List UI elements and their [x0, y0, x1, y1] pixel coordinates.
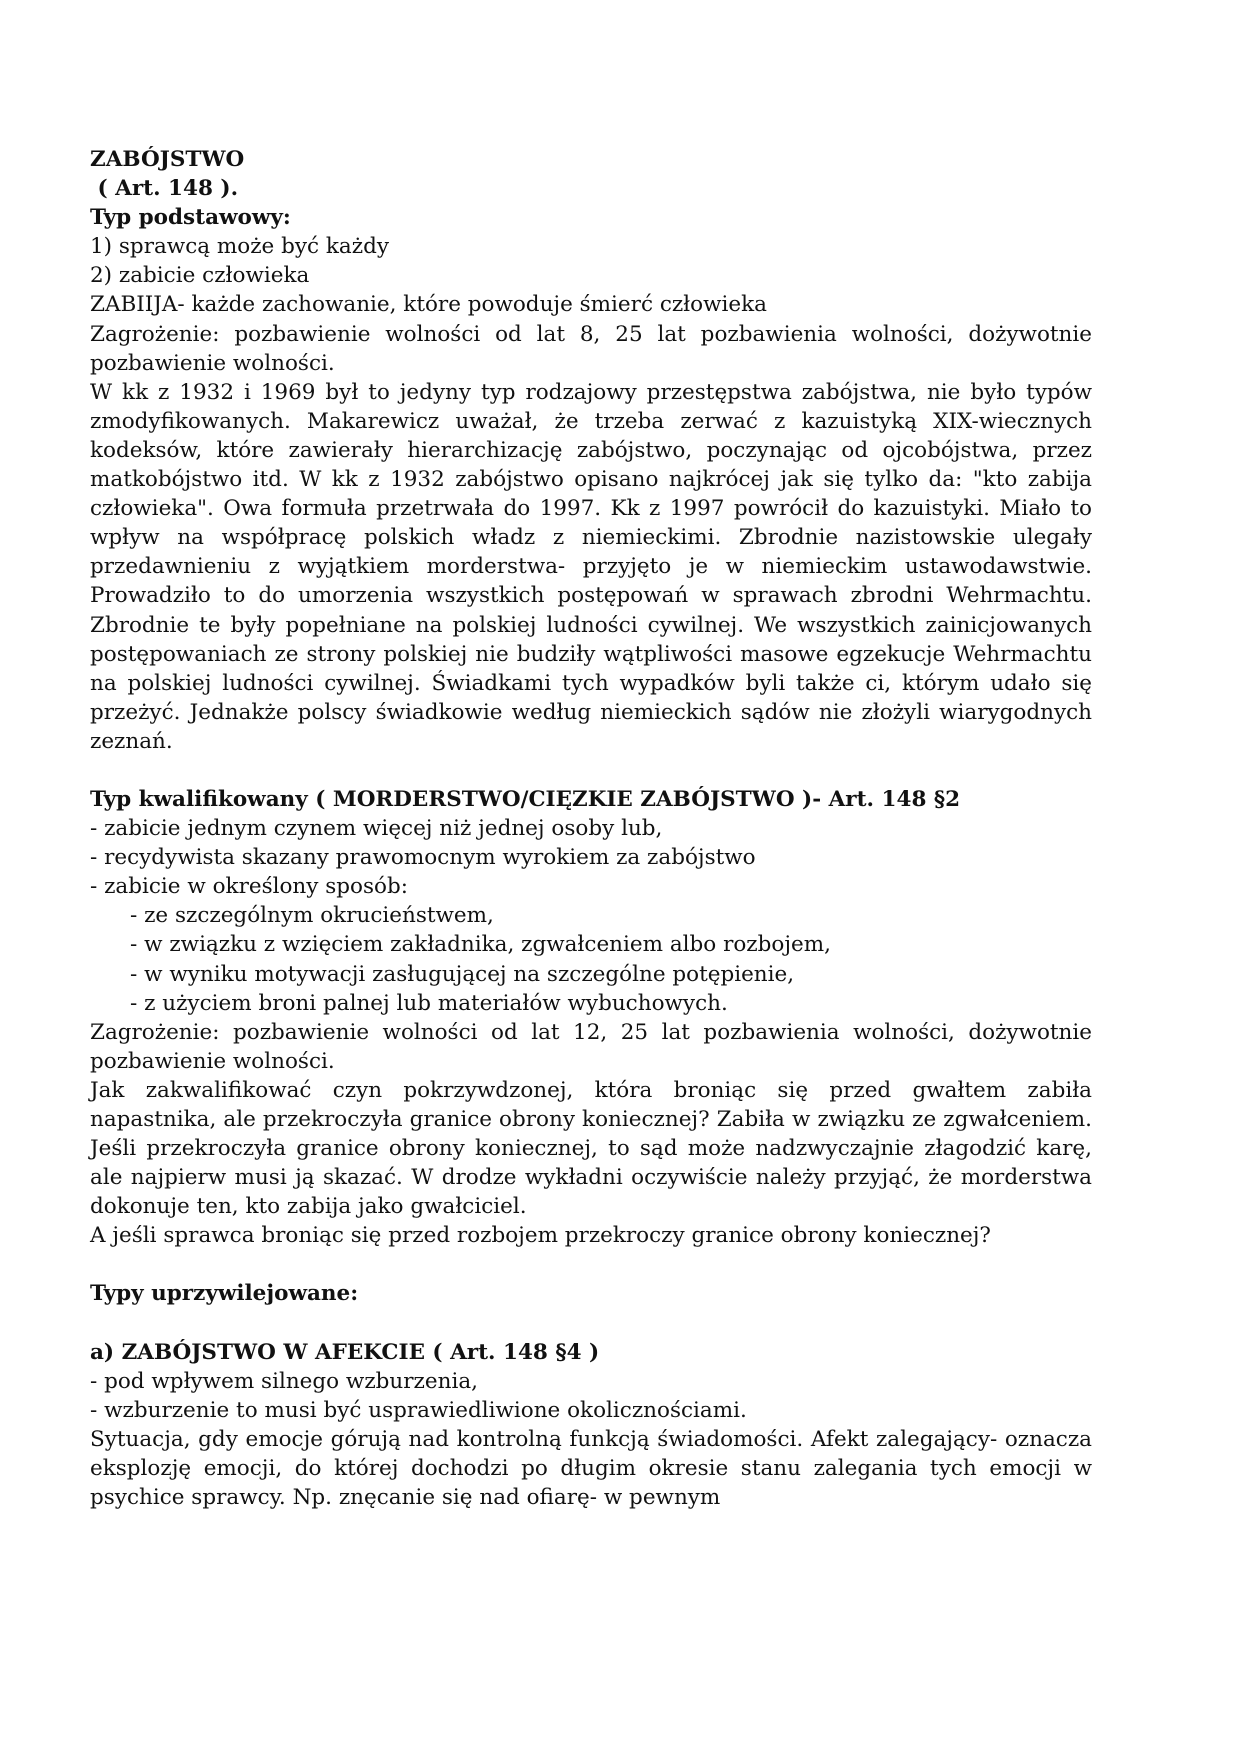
qualified-type-heading: Typ kwalifikowany ( MORDERSTWO/CIĘZKIE ZABÓJSTWO )- Art. 148 §2: [90, 786, 961, 812]
list-item: - pod wpływem silnego wzburzenia,: [90, 1368, 478, 1394]
sub-list-item: - w wyniku motywacji zasługującej na szczególne potępienie,: [130, 961, 795, 987]
penalty-paragraph: Zagrożenie: pozbawienie wolności od lat 8, 25 lat pozbawienia wolności, dożywotnie pozbawienie wolności.: [90, 321, 1092, 376]
list-item: - zabicie w określony sposób:: [90, 874, 408, 900]
affect-paragraph: Sytuacja, gdy emocje górują nad kontrolną funkcją świadomości. Afekt zalegający- oznacza eksplozję emocji, do której dochodzi po długim okresie stanu zalegania tych emocji w psychice sprawcy. Np. znęcanie się nad ofiarę- w pewnym: [90, 1426, 1092, 1511]
penalty-paragraph: Zagrożenie: pozbawienie wolności od lat 12, 25 lat pozbawienia wolności, dożywotnie pozbawienie wolności.: [90, 1019, 1092, 1074]
document-title: ZABÓJSTWO: [90, 147, 245, 172]
discussion-paragraph: Jak zakwalifikować czyn pokrzywdzonej, która broniąc się przed gwałtem zabiła napastnika, ale przekroczyła granice obrony koniecznej? Zabiła w związku ze zgwałceniem. Jeśli przekroczyła granice obrony koniecznej, to sąd może nadzwyczajnie złagodzić karę, ale najpierw musi ją skazać. W drodze wykładni oczywiście należy przyjąć, że morderstwa dokonuje ten, kto zabija jako gwałciciel.: [90, 1077, 1092, 1220]
sub-list-item: - w związku z wzięciem zakładnika, zgwałceniem albo rozbojem,: [130, 932, 831, 958]
definition-line: ZABIIJA- każde zachowanie, które powoduje śmierć człowieka: [90, 292, 767, 318]
sub-list-item: - z użyciem broni palnej lub materiałów wybuchowych.: [130, 990, 728, 1016]
privileged-types-heading: Typy uprzywilejowane:: [90, 1281, 359, 1307]
article-reference: ( Art. 148 ).: [90, 176, 239, 202]
question-line: A jeśli sprawca broniąc się przed rozbojem przekroczy granice obrony koniecznej?: [90, 1223, 991, 1249]
history-paragraph: W kk z 1932 i 1969 był to jedyny typ rodzajowy przestępstwa zabójstwa, nie było typów zmodyfikowanych. Makarewicz uważał, że trzeba zerwać z kazuistyką XIX-wiecznych kodeksów, które zawierały hierarchizację zabójstwo, poczynając od ojcobójstwa, przez matkobójstwo itd. W kk z 1932 zabójstwo opisano najkrócej jak się tylko da: "kto zabija człowieka". Owa formuła przetrwała do 1997. Kk z 1997 powrócił do kazuistyki. Miało to wpływ na współpracę polskich władz z niemieckimi. Zbrodnie nazistowskie ulegały przedawnieniu z wyjątkiem morderstwa- przyjęto je w niemieckim ustawodawstwie. Prowadziło to do umorzenia wszystkich postępowań w sprawach zbrodni Wehrmachtu. Zbrodnie te były popełniane na polskiej ludności cywilnej. We wszystkich zainicjowanych postępowaniach ze strony polskiej nie budziły wątpliwości masowe egzekucje Wehrmachtu na polskiej ludności cywilnej. Świadkami tych wypadków byli także ci, którym udało się przeżyć. Jednakże polscy świadkowie według niemieckich sądów nie złożyli wiarygodnych zeznań.: [90, 379, 1092, 754]
list-item: - wzburzenie to musi być usprawiedliwione okolicznościami.: [90, 1397, 747, 1423]
list-item: - zabicie jednym czynem więcej niż jednej osoby lub,: [90, 816, 663, 842]
document-page: [90, 145, 1092, 1512]
list-item: 1) sprawcą może być każdy: [90, 234, 389, 260]
list-item: 2) zabicie człowieka: [90, 263, 310, 289]
basic-type-heading: Typ podstawowy:: [90, 205, 291, 231]
list-item: - recydywista skazany prawomocnym wyrokiem za zabójstwo: [90, 845, 756, 871]
sub-list-item: - ze szczególnym okrucieństwem,: [130, 903, 494, 929]
affect-heading: a) ZABÓJSTWO W AFEKCIE ( Art. 148 §4 ): [90, 1339, 600, 1365]
